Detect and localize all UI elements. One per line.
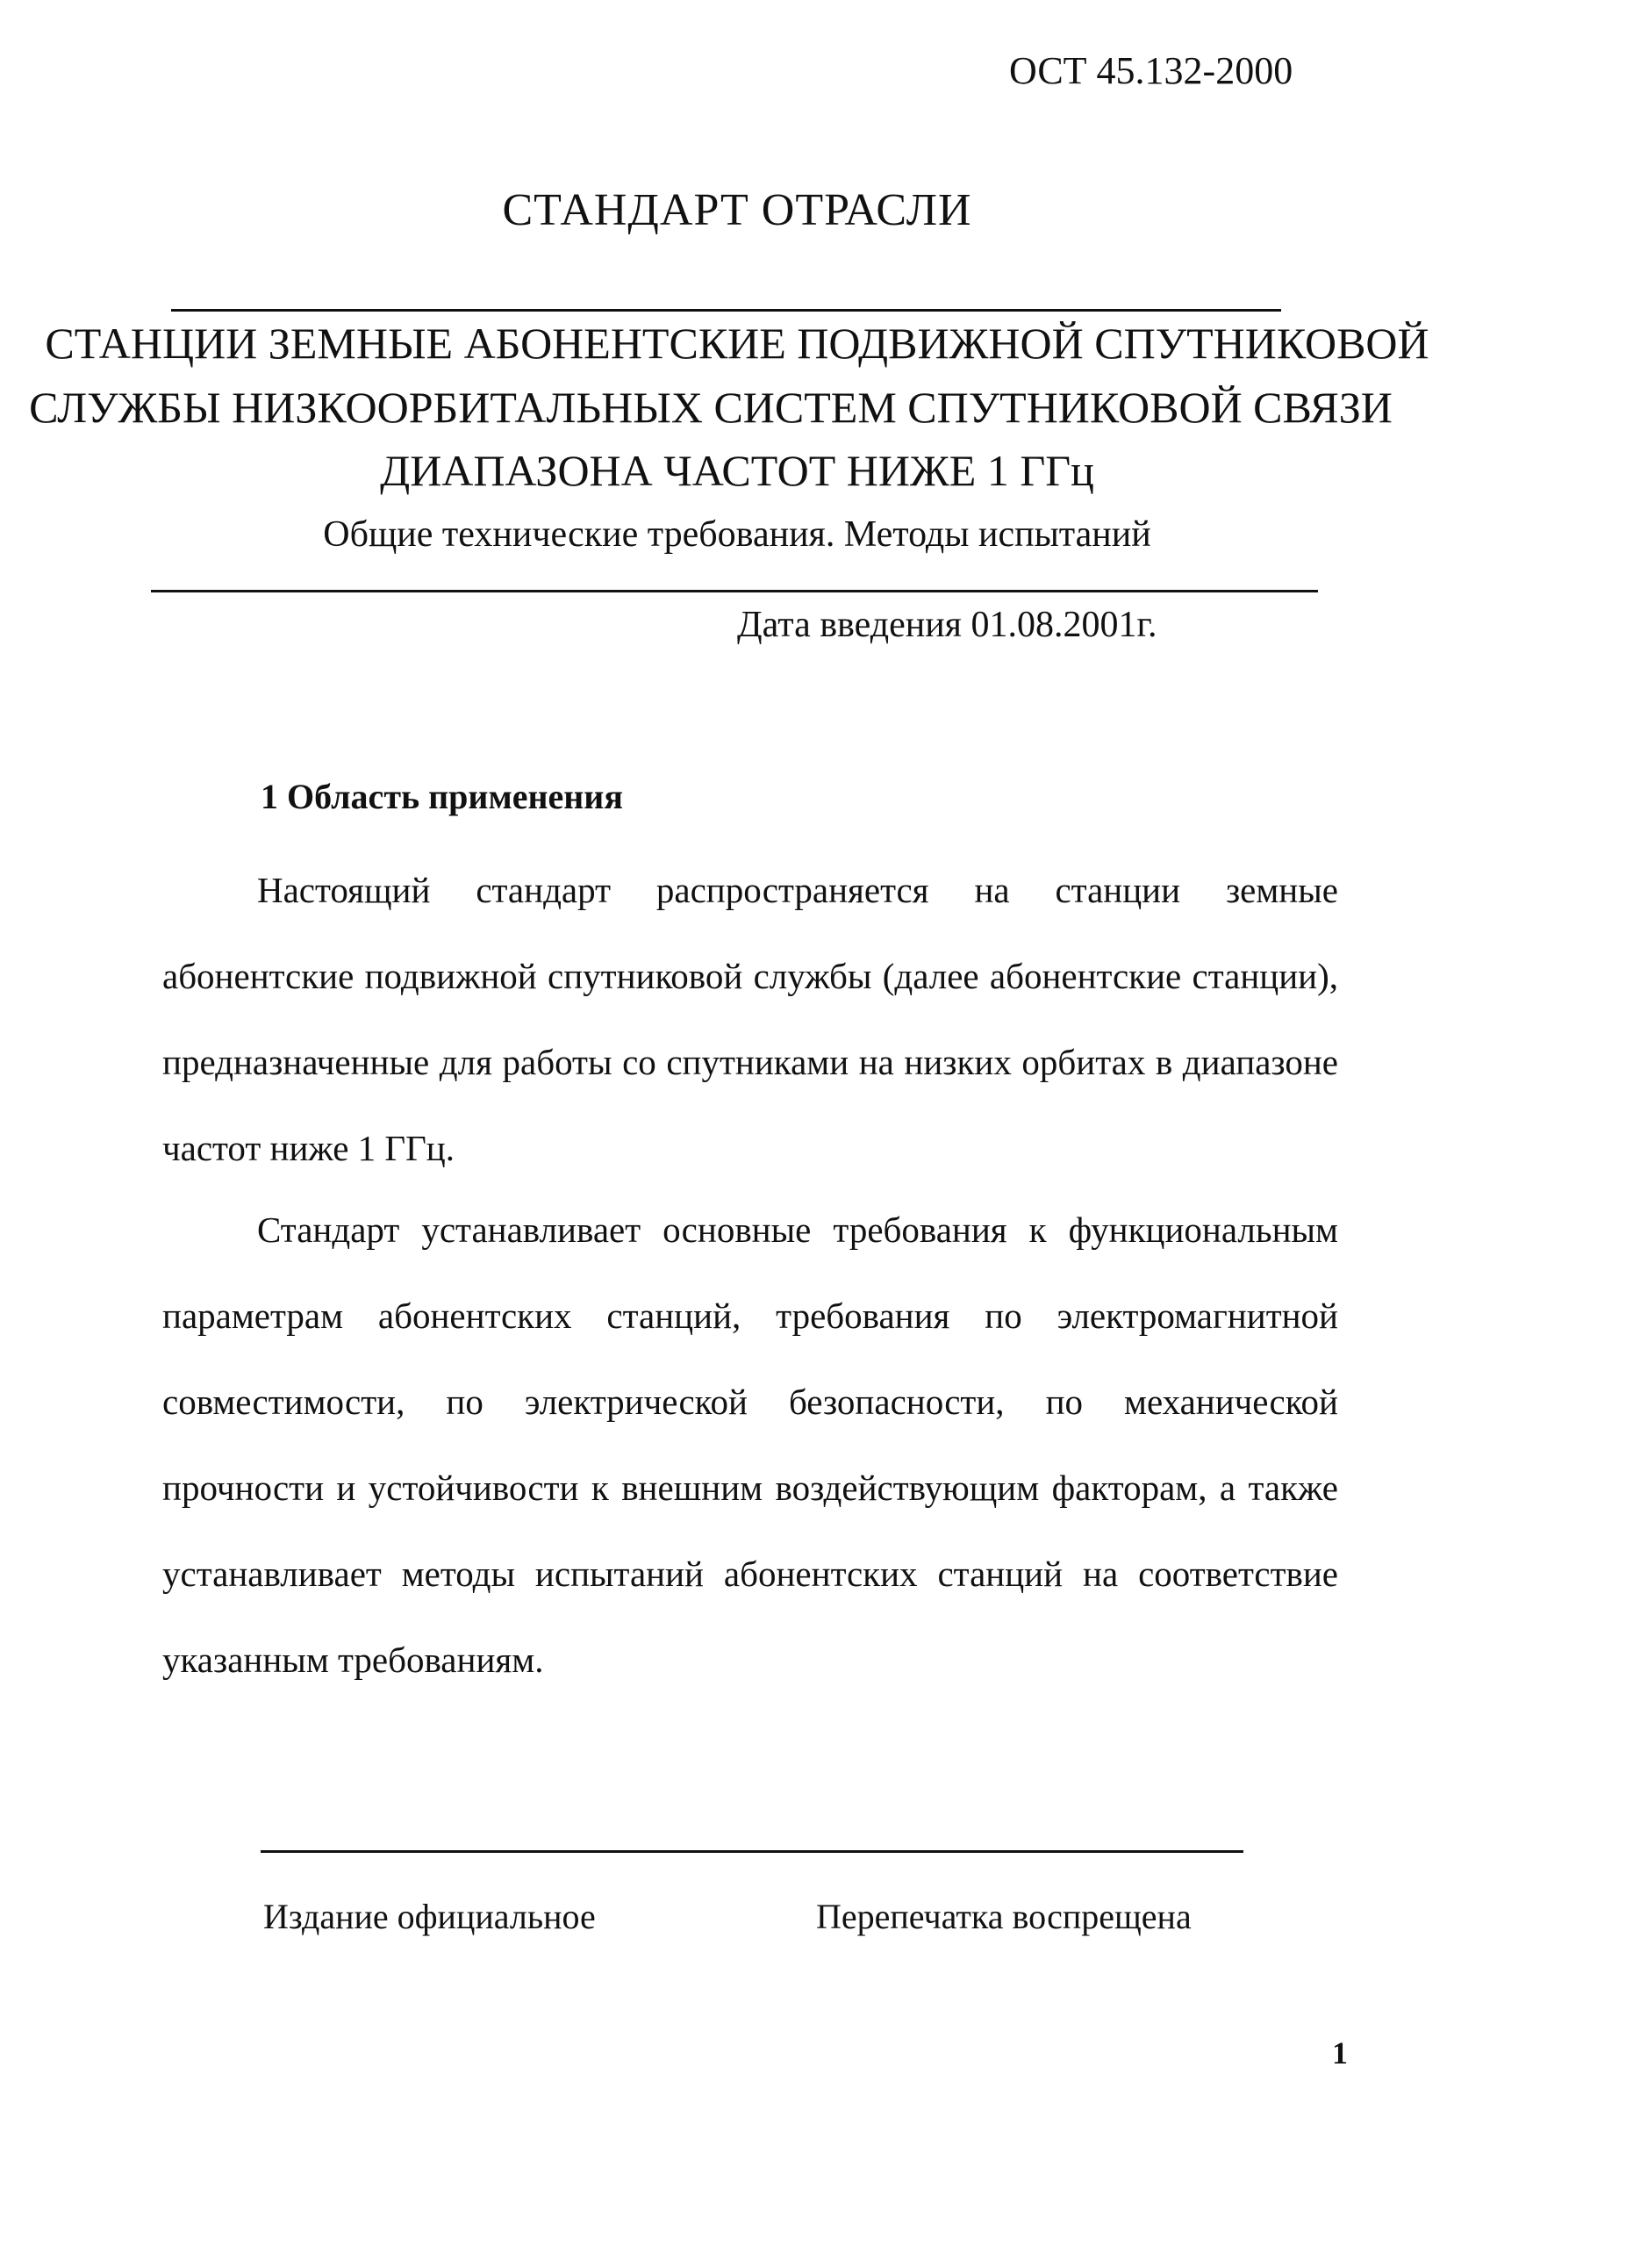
section-heading: 1 Область применения xyxy=(261,777,623,816)
introduction-date: Дата введения 01.08.2001г. xyxy=(737,605,1157,645)
main-title-line-3: ДИАПАЗОНА ЧАСТОТ НИЖЕ 1 ГГц xyxy=(380,446,1094,495)
scope-paragraph-1: Настоящий стандарт распространяется на станции земные абонентские подвижной спутниковой службы (далее абонентские станции), предназначенные для работы со спутниками на низких орбитах в диапазоне частот ниже 1 ГГц. xyxy=(162,870,1338,1168)
main-title-line-2: СЛУЖБЫ НИЗКООРБИТАЛЬНЫХ СИСТЕМ СПУТНИКОВОЙ СВЯЗИ xyxy=(29,383,1393,432)
scope-paragraph-2: Стандарт устанавливает основные требования к функциональным параметрам абонентских станций, требования по электромагнитной совместимости, по электрической безопасности, по механической прочности и устойчивости к внешним воздействующим факторам, а также устанавливает методы испытаний абонентских станций на соответствие указанным требованиям. xyxy=(162,1209,1338,1680)
document-code: ОСТ 45.132-2000 xyxy=(1009,49,1293,92)
edition-note: Издание официальное xyxy=(263,1897,596,1936)
footer-rule xyxy=(261,1850,1243,1853)
page-number: 1 xyxy=(1332,2035,1348,2071)
main-title-line-1: СТАНЦИИ ЗЕМНЫЕ АБОНЕНТСКИЕ ПОДВИЖНОЙ СПУТНИКОВОЙ xyxy=(45,319,1429,368)
reprint-note: Перепечатка воспрещена xyxy=(816,1897,1192,1936)
standard-label: СТАНДАРТ ОТРАСЛИ xyxy=(502,185,972,235)
title-bottom-rule xyxy=(151,590,1318,592)
subtitle: Общие технические требования. Методы испытаний xyxy=(323,514,1151,555)
